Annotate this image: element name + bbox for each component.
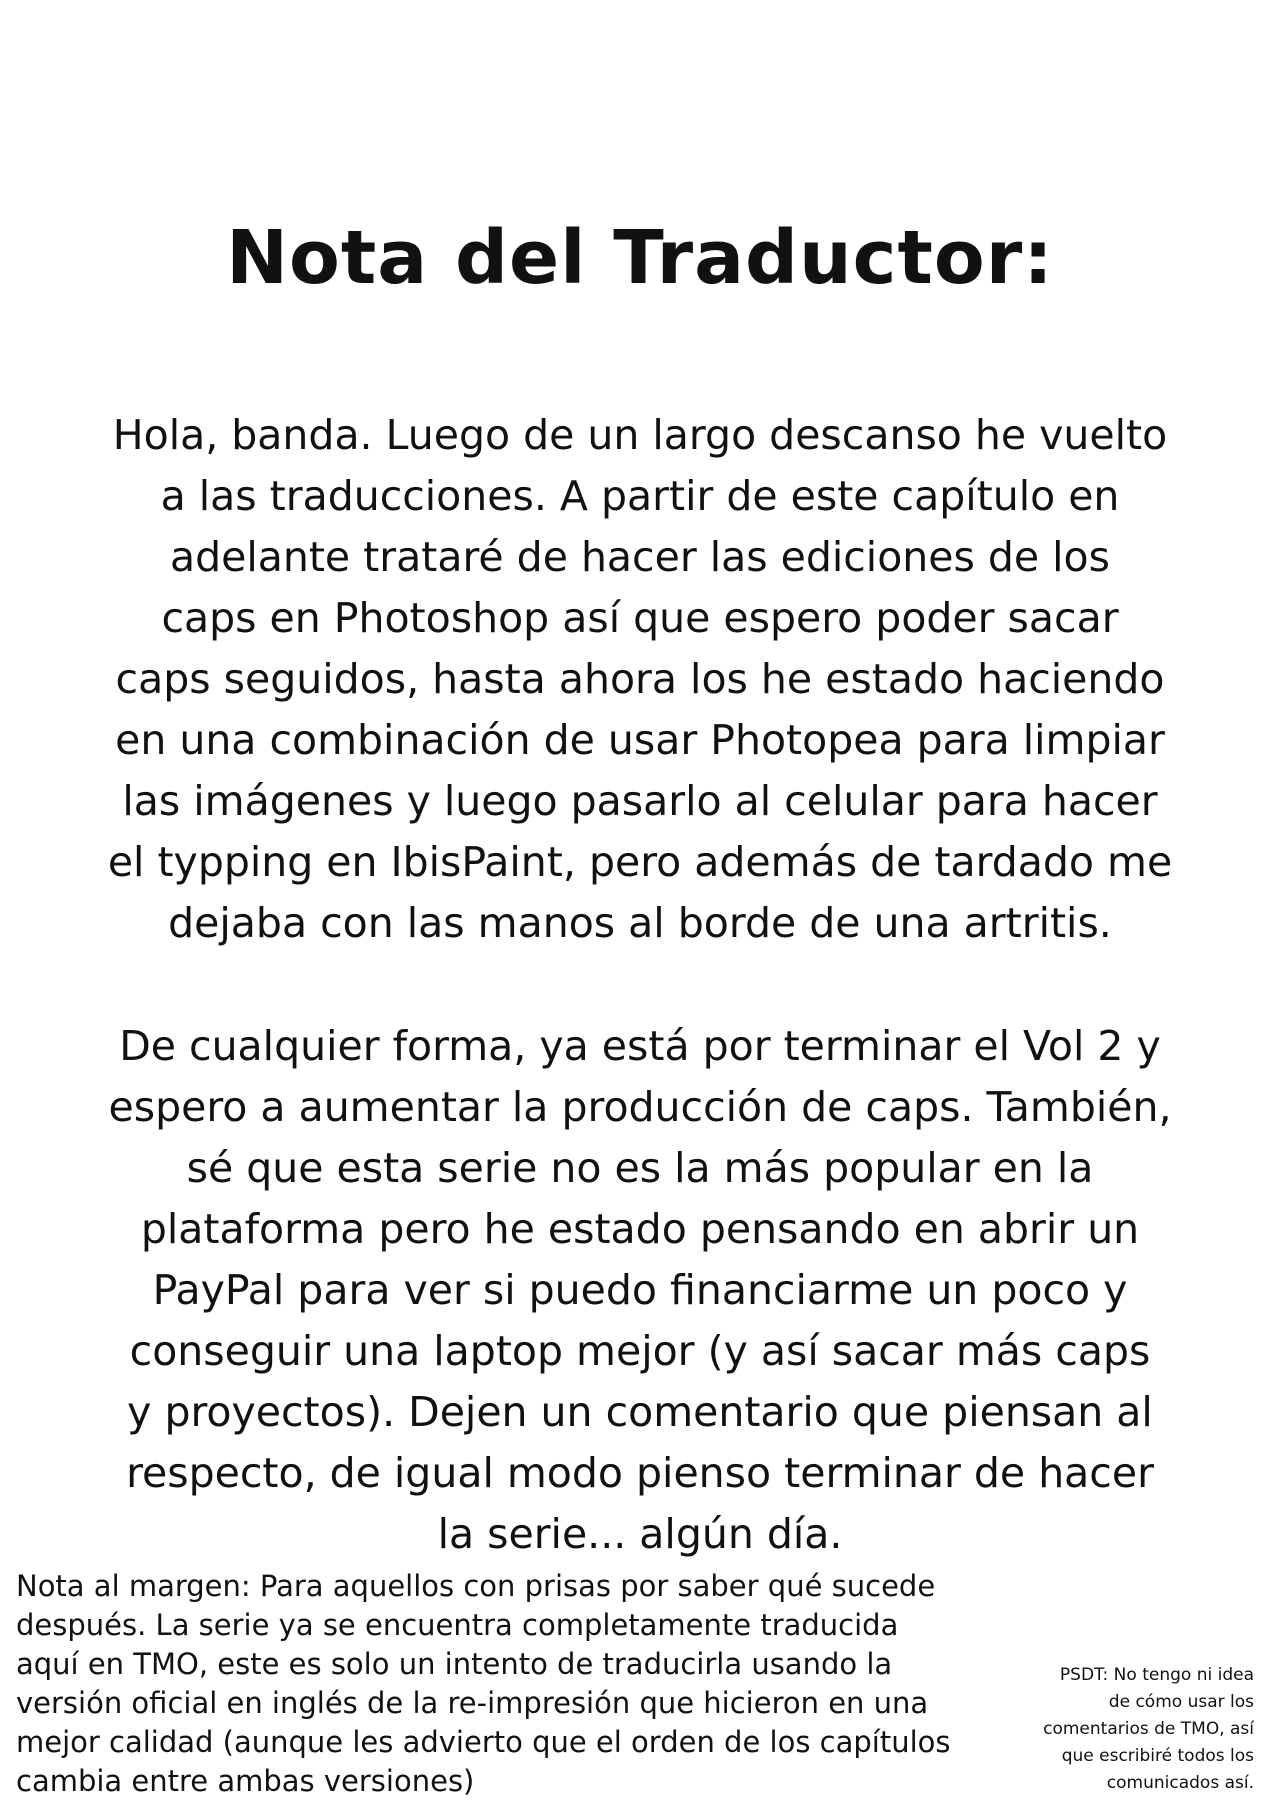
paragraph-line: la serie... algún día.: [437, 1510, 843, 1558]
side-note: [16, 1567, 1006, 1801]
postscript-note: [994, 1662, 1254, 1797]
side-note-line: versión oficial en inglés de la re-impresión que hicieron en una: [16, 1686, 929, 1720]
side-note-line: cambia entre ambas versiones): [16, 1764, 475, 1798]
paragraph-line: el typping en IbisPaint, pero además de tardado me: [107, 838, 1173, 886]
postscript-line: de cómo usar los: [1108, 1692, 1254, 1712]
paragraph-line: sé que esta serie no es la más popular en la: [186, 1144, 1094, 1192]
paragraph-line: las imágenes y luego pasarlo al celular para hacer: [122, 777, 1158, 825]
paragraph-intro: [80, 405, 1200, 954]
side-note-line: después. La serie ya se encuentra completamente traducida: [16, 1608, 899, 1642]
paragraph-line: caps seguidos, hasta ahora los he estado haciendo: [115, 655, 1165, 703]
paragraph-line: a las traducciones. A partir de este capítulo en: [160, 472, 1120, 520]
paragraph-line: respecto, de igual modo pienso terminar de hacer: [126, 1449, 1154, 1497]
paragraph-line: De cualquier forma, ya está por terminar el Vol 2 y: [119, 1022, 1161, 1070]
paragraph-line: espero a aumentar la producción de caps. También,: [108, 1083, 1172, 1131]
postscript-line: PSDT: No tengo ni idea: [1059, 1665, 1254, 1685]
paragraph-line: y proyectos). Dejen un comentario que piensan al: [127, 1388, 1153, 1436]
paragraph-line: plataforma pero he estado pensando en abrir un: [140, 1205, 1140, 1253]
paragraph-line: conseguir una laptop mejor (y así sacar más caps: [129, 1327, 1151, 1375]
paragraph-line: en una combinación de usar Photopea para limpiar: [115, 716, 1165, 764]
postscript-line: comentarios de TMO, así: [1043, 1719, 1254, 1739]
paragraph-line: PayPal para ver si puedo financiarme un poco y: [152, 1266, 1128, 1314]
paragraph-line: dejaba con las manos al borde de una artritis.: [168, 899, 1112, 947]
page-title: Nota del Traductor:: [226, 215, 1054, 301]
side-note-line: mejor calidad (aunque les advierto que el orden de los capítulos: [16, 1725, 951, 1759]
paragraph-plans: [80, 1016, 1200, 1565]
side-note-line: Nota al margen: Para aquellos con prisas por saber qué sucede: [16, 1569, 936, 1603]
side-note-line: aquí en TMO, este es solo un intento de traducirla usando la: [16, 1647, 893, 1681]
postscript-line: que escribiré todos los: [1061, 1746, 1254, 1766]
paragraph-line: caps en Photoshop así que espero poder sacar: [161, 594, 1119, 642]
postscript-line: comunicados así.: [1106, 1773, 1254, 1793]
paragraph-line: Hola, banda. Luego de un largo descanso he vuelto: [112, 411, 1168, 459]
paragraph-line: adelante trataré de hacer las ediciones de los: [169, 533, 1111, 581]
